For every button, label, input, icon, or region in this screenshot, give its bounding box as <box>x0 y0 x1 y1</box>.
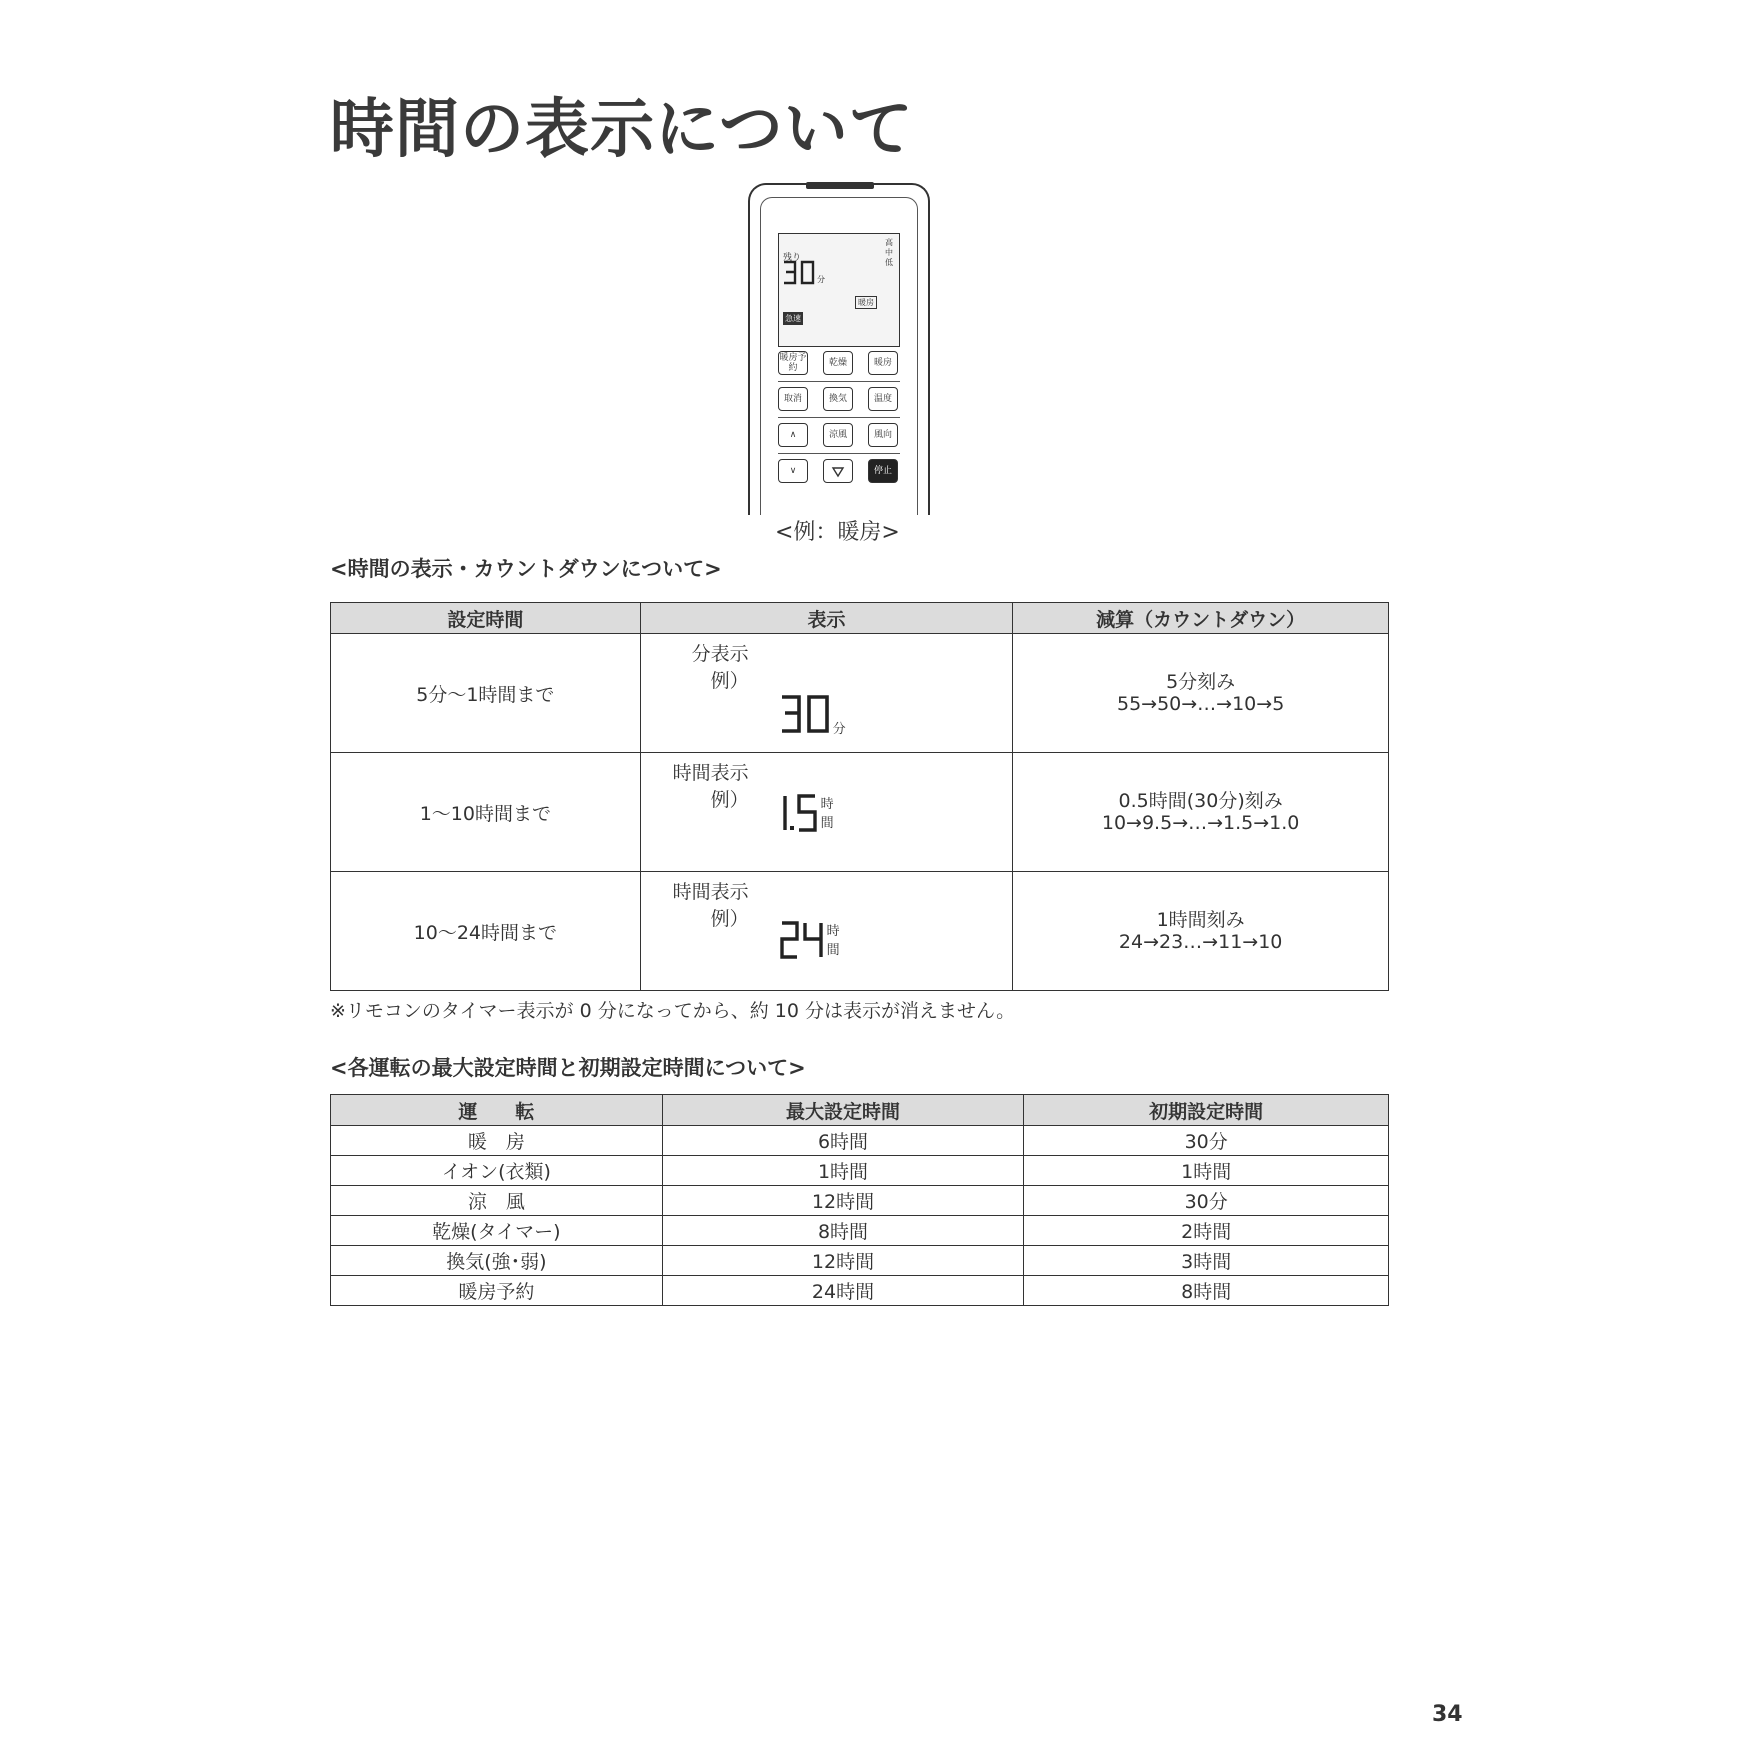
countdown-table <box>330 602 1389 991</box>
section1-heading: <時間の表示・カウントダウンについて> <box>330 557 722 581</box>
segment-display-1-5 <box>779 793 834 839</box>
initial-time-cell: 30分 <box>1024 1126 1389 1156</box>
header-setting-time: 設定時間 <box>331 603 641 634</box>
max-time-cell: 12時間 <box>662 1186 1024 1216</box>
display-unit: 時間 <box>826 924 840 958</box>
display-unit: 時間 <box>820 797 834 831</box>
lcd-fan-level: 高中低 <box>885 238 893 267</box>
heat-button: 暖房 <box>868 351 898 375</box>
display-example: 例） <box>710 670 749 692</box>
time-down-button: ∨ <box>778 459 808 483</box>
operation-cell: 換気(強･弱) <box>331 1246 663 1276</box>
header-initial-time: 初期設定時間 <box>1024 1095 1389 1126</box>
operation-cell: 暖房予約 <box>331 1276 663 1306</box>
display-example: 例） <box>710 789 749 811</box>
display-label: 分表示 <box>691 643 749 665</box>
header-countdown: 減算（カウントダウン） <box>1013 603 1389 634</box>
timer-note: ※リモコンのタイマー表示が 0 分になってから、約 10 分は表示が消えません。 <box>330 1000 1016 1022</box>
setting-cell: 10～24時間まで <box>331 872 641 991</box>
cool-breeze-button: 涼風 <box>823 423 853 447</box>
initial-time-cell: 8時間 <box>1024 1276 1389 1306</box>
table-row <box>331 1276 1389 1306</box>
display-label: 時間表示 <box>672 762 749 784</box>
setting-cell: 5分～1時間まで <box>331 634 641 753</box>
operation-cell: 乾燥(タイマー) <box>331 1216 663 1246</box>
wind-direction-button: 風向 <box>868 423 898 447</box>
ion-icon <box>831 464 845 478</box>
digits-1-5 <box>779 793 819 833</box>
remote-lcd <box>778 233 900 347</box>
remote-caption: <例：暖房> <box>775 520 900 545</box>
heat-reserve-button: 暖房予約 <box>779 353 807 373</box>
countdown-cell <box>1013 753 1389 872</box>
countdown-step: 5分刻み <box>1166 671 1236 693</box>
segment-display-30 <box>779 694 846 740</box>
countdown-sequence: 24→23…→11→10 <box>1118 931 1283 953</box>
operation-cell: 涼 風 <box>331 1186 663 1216</box>
header-display: 表示 <box>640 603 1013 634</box>
table-row <box>331 634 1389 753</box>
max-time-cell: 6時間 <box>662 1126 1024 1156</box>
lcd-quick-badge: 急速 <box>785 314 801 323</box>
button-divider <box>778 453 900 454</box>
max-time-cell: 24時間 <box>662 1276 1024 1306</box>
dry-button: 乾燥 <box>823 351 853 375</box>
initial-time-cell: 1時間 <box>1024 1156 1389 1186</box>
lcd-digits-30 <box>781 260 831 286</box>
initial-time-cell: 3時間 <box>1024 1246 1389 1276</box>
remote-control-illustration <box>748 183 930 515</box>
max-time-cell: 12時間 <box>662 1246 1024 1276</box>
svg-text:分: 分 <box>817 275 825 284</box>
header-max-time: 最大設定時間 <box>662 1095 1024 1126</box>
segment-display-24 <box>779 920 840 966</box>
button-divider <box>778 417 900 418</box>
page-number: 34 <box>1432 1702 1463 1727</box>
table-row <box>331 1156 1389 1186</box>
digits-24 <box>779 920 825 960</box>
display-example: 例） <box>710 908 749 930</box>
time-up-button: ∧ <box>778 423 808 447</box>
setting-cell: 1～10時間まで <box>331 753 641 872</box>
initial-time-cell: 30分 <box>1024 1186 1389 1216</box>
table-row <box>331 1186 1389 1216</box>
display-cell <box>640 872 1013 991</box>
table-row <box>331 872 1389 991</box>
page-title: 時間の表示について <box>330 93 914 167</box>
lcd-heat-badge: 暖房 <box>855 296 877 309</box>
countdown-step: 0.5時間(30分)刻み <box>1118 790 1283 812</box>
operation-cell: イオン(衣類) <box>331 1156 663 1186</box>
ventilation-button: 換気 <box>823 387 853 411</box>
temperature-button: 温度 <box>868 387 898 411</box>
max-initial-time-table <box>330 1094 1389 1306</box>
countdown-sequence: 55→50→…→10→5 <box>1116 693 1285 715</box>
digits-30 <box>779 694 831 734</box>
display-label: 時間表示 <box>672 881 749 903</box>
countdown-cell <box>1013 872 1389 991</box>
table-row <box>331 1246 1389 1276</box>
table-row <box>331 1216 1389 1246</box>
max-time-cell: 8時間 <box>662 1216 1024 1246</box>
display-unit: 分 <box>832 722 846 737</box>
display-cell <box>640 753 1013 872</box>
countdown-step: 1時間刻み <box>1156 909 1245 931</box>
initial-time-cell: 2時間 <box>1024 1216 1389 1246</box>
lcd-remain-label: 残り <box>783 253 802 263</box>
ion-button <box>823 459 853 483</box>
countdown-sequence: 10→9.5→…→1.5→1.0 <box>1101 812 1300 834</box>
table-row <box>331 753 1389 872</box>
operation-cell: 暖 房 <box>331 1126 663 1156</box>
countdown-cell <box>1013 634 1389 753</box>
max-time-cell: 1時間 <box>662 1156 1024 1186</box>
stop-button: 停止 <box>868 459 898 483</box>
remote-emitter <box>806 182 874 189</box>
header-operation: 運 転 <box>331 1095 663 1126</box>
section2-heading: <各運転の最大設定時間と初期設定時間について> <box>330 1056 806 1080</box>
display-cell <box>640 634 1013 753</box>
table-row <box>331 1126 1389 1156</box>
cancel-button: 取消 <box>778 387 808 411</box>
button-divider <box>778 381 900 382</box>
